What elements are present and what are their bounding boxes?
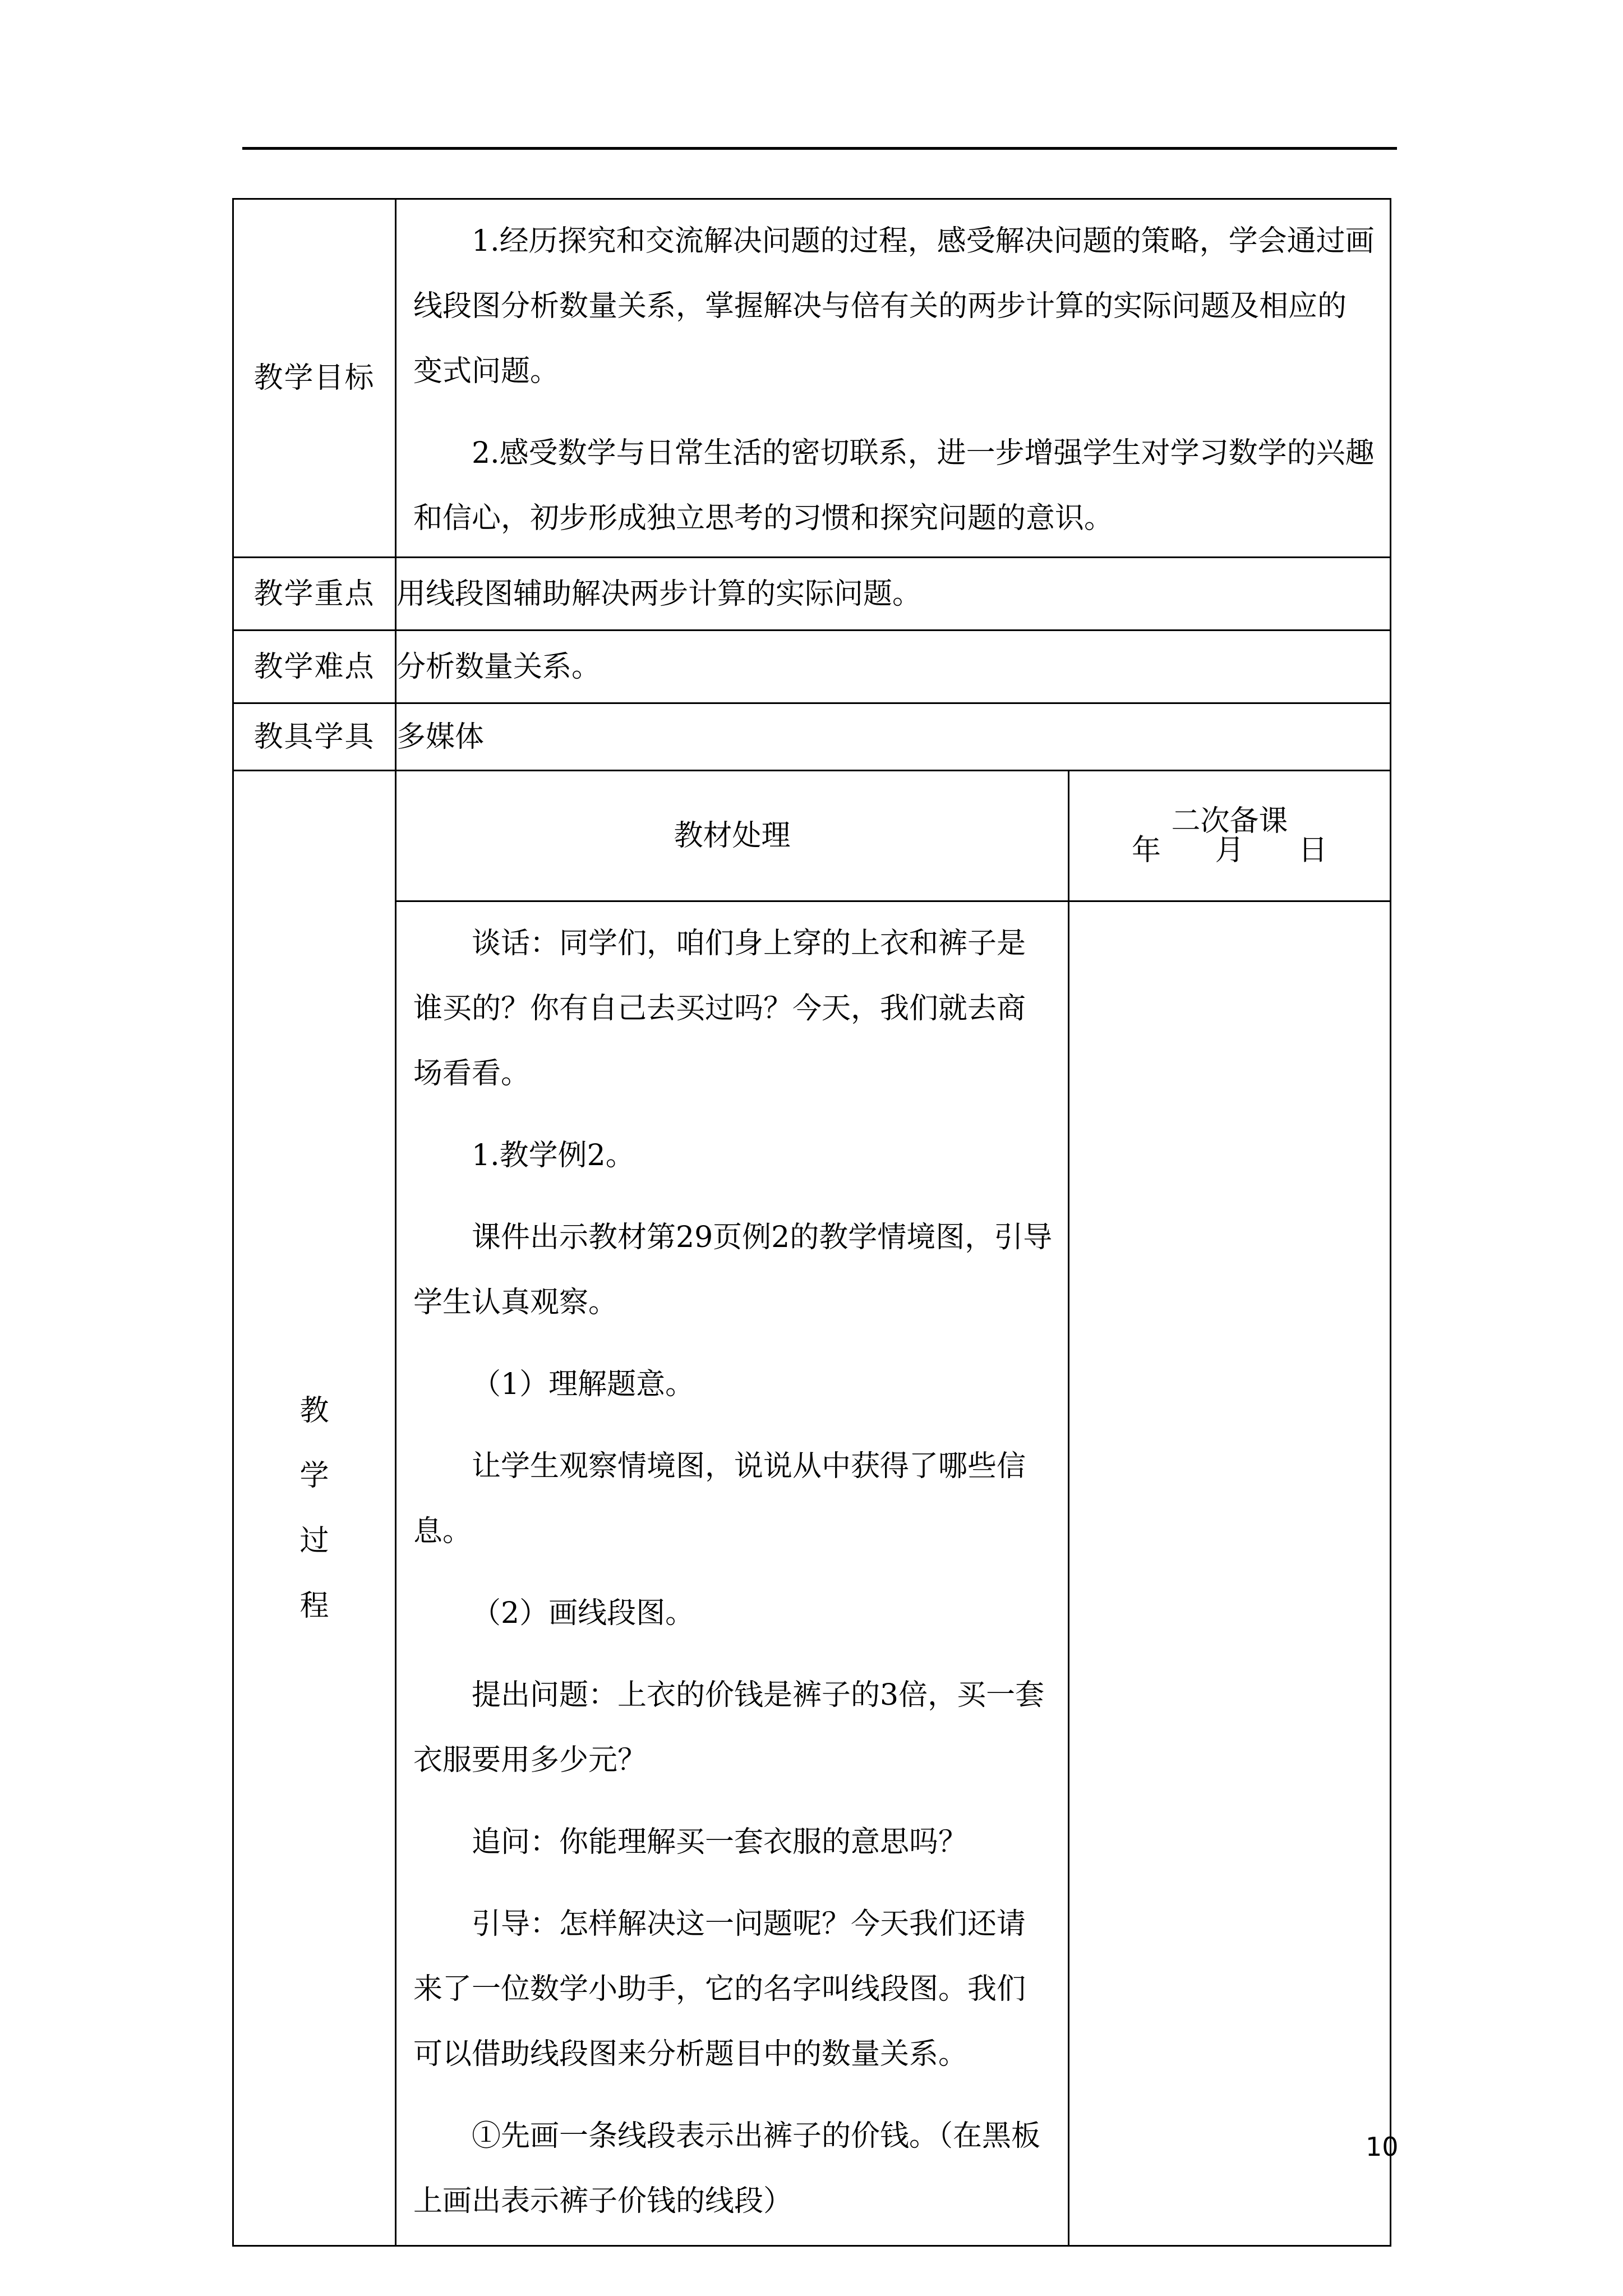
date-year: 年 xyxy=(1131,834,1161,867)
material-content xyxy=(396,901,1069,2246)
tools-text: 多媒体 xyxy=(396,703,1391,771)
process-paragraph: 课件出示教材第29页例2的教学情境图，引导学生认真观察。 xyxy=(413,1221,1053,1319)
second-prep-header xyxy=(1069,771,1391,901)
goals-label: 教学目标 xyxy=(233,199,396,558)
key-point-label: 教学重点 xyxy=(233,558,396,631)
process-header-row xyxy=(233,771,1391,901)
difficulty-row xyxy=(233,631,1391,703)
header-rule xyxy=(242,147,1397,150)
tools-row xyxy=(233,703,1391,771)
process-label-char-2: 学 xyxy=(299,1458,329,1493)
second-prep-notes xyxy=(1069,901,1391,2246)
process-label-char-3: 过 xyxy=(299,1524,329,1558)
second-prep-title: 二次备课 xyxy=(1171,804,1288,838)
tools-label: 教具学具 xyxy=(233,703,396,771)
process-paragraph: （2）画线段图。 xyxy=(472,1596,695,1630)
process-label-char-1: 教 xyxy=(299,1393,329,1428)
difficulty-text: 分析数量关系。 xyxy=(396,631,1391,703)
process-label-char-4: 程 xyxy=(299,1589,329,1623)
material-header: 教材处理 xyxy=(396,771,1069,901)
process-paragraph: 让学生观察情境图，说说从中获得了哪些信息。 xyxy=(413,1450,1026,1548)
difficulty-label: 教学难点 xyxy=(233,631,396,703)
lesson-plan-table xyxy=(232,198,1391,2247)
process-body-row xyxy=(233,901,1391,2246)
process-paragraph: 提出问题：上衣的价钱是裤子的3倍，买一套衣服要用多少元？ xyxy=(413,1678,1045,1777)
process-paragraph: 谈话：同学们，咱们身上穿的上衣和裤子是谁买的？你有自己去买过吗？今天，我们就去商场看看。 xyxy=(413,927,1026,1091)
date-day: 日 xyxy=(1298,834,1328,867)
process-paragraph: 引导：怎样解决这一问题呢？今天我们还请来了一位数学小助手，它的名字叫线段图。我们可以借助线段图来分析题目中的数量关系。 xyxy=(413,1907,1026,2071)
process-paragraph: ①先画一条线段表示出裤子的价钱。（在黑板上画出表示裤子价钱的线段） xyxy=(413,2119,1041,2218)
page-number: 10 xyxy=(1366,2132,1399,2162)
goal-item-2: 2.感受数学与日常生活的密切联系，进一步增强学生对学习数学的兴趣和信心，初步形成独立思考的习惯和探究问题的意识。 xyxy=(413,436,1375,535)
lesson-plan-page xyxy=(232,198,1390,2247)
process-label xyxy=(233,771,396,2246)
date-month: 月 xyxy=(1215,834,1244,867)
process-paragraph: （1）理解题意。 xyxy=(472,1368,695,1401)
process-paragraph: 追问：你能理解买一套衣服的意思吗？ xyxy=(472,1825,968,1859)
key-point-text: 用线段图辅助解决两步计算的实际问题。 xyxy=(396,558,1391,631)
second-prep-date xyxy=(1069,836,1390,865)
goals-cell xyxy=(396,199,1391,558)
goals-row xyxy=(233,199,1391,558)
process-paragraph: 1.教学例2。 xyxy=(472,1139,635,1172)
goal-item-1: 1.经历探究和交流解决问题的过程，感受解决问题的策略，学会通过画线段图分析数量关系，掌握解决与倍有关的两步计算的实际问题及相应的变式问题。 xyxy=(413,224,1375,388)
key-point-row xyxy=(233,558,1391,631)
